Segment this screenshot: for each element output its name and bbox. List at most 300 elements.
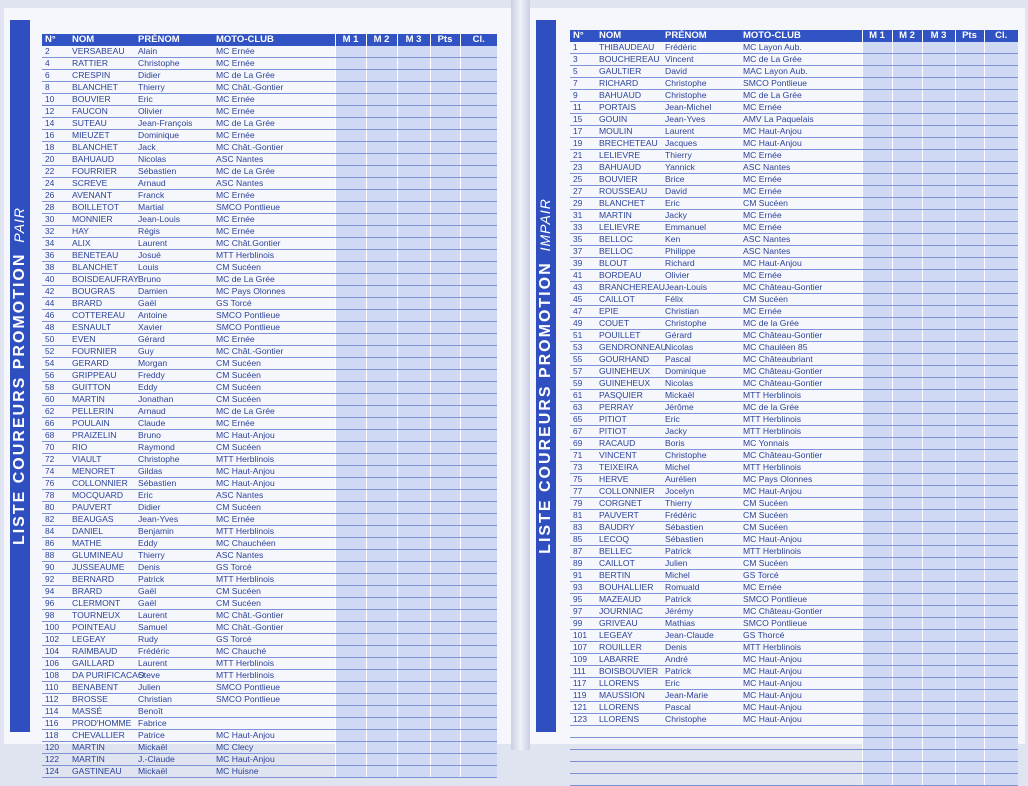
score-m3-cell (922, 462, 955, 474)
score-m3-cell (397, 82, 430, 94)
score-pts-cell (430, 250, 460, 262)
rider-row (570, 714, 1018, 726)
rider-row (570, 558, 1018, 570)
score-pts-cell (955, 54, 984, 66)
score-m2-cell (892, 534, 922, 546)
rider-number: 48 (42, 322, 69, 334)
score-pts-cell (955, 618, 984, 630)
score-pts-cell (430, 718, 460, 730)
rider-first-name: Patrice (135, 730, 213, 742)
rider-first-name: Jérôme (662, 402, 740, 414)
rider-last-name: BERTIN (596, 570, 662, 582)
rider-number: 7 (570, 78, 596, 90)
score-m2-cell (892, 678, 922, 690)
score-cl-cell (460, 262, 497, 274)
score-m3-cell (922, 594, 955, 606)
rider-first-name: Régis (135, 226, 213, 238)
rider-row (570, 378, 1018, 390)
rider-last-name: ESNAULT (69, 322, 135, 334)
rider-first-name: Gaël (135, 298, 213, 310)
score-m2-cell (892, 438, 922, 450)
score-m2-cell (892, 246, 922, 258)
rider-row (42, 706, 497, 718)
rider-row (42, 646, 497, 658)
score-m1-cell (862, 582, 892, 594)
score-m1-cell (862, 270, 892, 282)
rider-last-name: ALIX (69, 238, 135, 250)
rider-number: 21 (570, 150, 596, 162)
rider-row (42, 346, 497, 358)
score-m2-cell (366, 622, 397, 634)
rider-number: 77 (570, 486, 596, 498)
rider-number: 50 (42, 334, 69, 346)
score-m2-cell (366, 118, 397, 130)
score-m2-cell (366, 574, 397, 586)
score-cl-cell (984, 258, 1018, 270)
rider-last-name: MIEUZET (69, 130, 135, 142)
score-pts-cell (955, 762, 984, 774)
score-m2-cell (366, 82, 397, 94)
rider-last-name (596, 774, 662, 786)
rider-last-name: AVENANT (69, 190, 135, 202)
rider-row (570, 330, 1018, 342)
score-cl-cell (984, 438, 1018, 450)
score-pts-cell (955, 666, 984, 678)
score-cl-cell (984, 762, 1018, 774)
rider-first-name: Jean-François (135, 118, 213, 130)
rider-club: MC Haut-Anjou (213, 466, 335, 478)
header-cl: Cl. (984, 30, 1018, 42)
rider-first-name: Benjamin (135, 526, 213, 538)
score-m1-cell (335, 382, 366, 394)
score-m1-cell (862, 198, 892, 210)
score-cl-cell (984, 198, 1018, 210)
rider-row (570, 486, 1018, 498)
rider-first-name (662, 738, 740, 750)
rider-row (570, 666, 1018, 678)
header-nom: NOM (69, 34, 135, 46)
score-m3-cell (397, 226, 430, 238)
score-pts-cell (955, 294, 984, 306)
rider-row (42, 238, 497, 250)
score-m2-cell (892, 222, 922, 234)
rider-row (570, 654, 1018, 666)
score-m1-cell (335, 418, 366, 430)
rider-last-name: PORTAIS (596, 102, 662, 114)
score-cl-cell (984, 234, 1018, 246)
rider-first-name: Mickaël (135, 766, 213, 778)
score-cl-cell (460, 478, 497, 490)
header-prenom: PRÉNOM (662, 30, 740, 42)
rider-last-name: FOURNIER (69, 346, 135, 358)
score-m1-cell (335, 118, 366, 130)
score-pts-cell (955, 222, 984, 234)
score-pts-cell (955, 462, 984, 474)
rider-club: MC Ernée (740, 222, 862, 234)
rider-number: 71 (570, 450, 596, 462)
rider-first-name: Gaël (135, 598, 213, 610)
rider-row (42, 442, 497, 454)
rider-first-name: Steve (135, 670, 213, 682)
rider-row (570, 234, 1018, 246)
score-m1-cell (862, 174, 892, 186)
rider-row (42, 118, 497, 130)
score-m1-cell (335, 142, 366, 154)
score-m2-cell (892, 126, 922, 138)
score-pts-cell (955, 474, 984, 486)
score-m2-cell (892, 234, 922, 246)
rider-club: MC de la Grée (740, 318, 862, 330)
rider-row (570, 414, 1018, 426)
rider-number: 98 (42, 610, 69, 622)
score-m3-cell (397, 502, 430, 514)
score-pts-cell (430, 646, 460, 658)
score-m2-cell (892, 594, 922, 606)
score-cl-cell (984, 630, 1018, 642)
score-m3-cell (397, 58, 430, 70)
score-pts-cell (430, 706, 460, 718)
rider-last-name: JUSSEAUME (69, 562, 135, 574)
rider-number: 49 (570, 318, 596, 330)
score-pts-cell (430, 622, 460, 634)
rider-row (570, 198, 1018, 210)
rider-number: 43 (570, 282, 596, 294)
score-pts-cell (955, 354, 984, 366)
score-m1-cell (862, 282, 892, 294)
rider-club: CM Sucéen (213, 262, 335, 274)
rider-last-name: JOURNIAC (596, 606, 662, 618)
rider-club: CM Sucéen (740, 510, 862, 522)
score-m3-cell (397, 718, 430, 730)
score-m2-cell (892, 486, 922, 498)
score-m2-cell (892, 462, 922, 474)
score-m3-cell (397, 490, 430, 502)
rider-last-name: MONNIER (69, 214, 135, 226)
rider-last-name: MATHE (69, 538, 135, 550)
rider-number: 34 (42, 238, 69, 250)
rider-number: 96 (42, 598, 69, 610)
score-m2-cell (366, 382, 397, 394)
rider-number: 23 (570, 162, 596, 174)
score-m1-cell (335, 442, 366, 454)
score-cl-cell (984, 378, 1018, 390)
rider-club: MTT Herblinois (740, 414, 862, 426)
rider-number: 87 (570, 546, 596, 558)
score-m3-cell (397, 70, 430, 82)
right-title-band (536, 20, 556, 732)
score-pts-cell (955, 138, 984, 150)
rider-last-name: GERARD (69, 358, 135, 370)
score-cl-cell (460, 214, 497, 226)
rider-club: MC Ernée (213, 106, 335, 118)
score-m3-cell (922, 102, 955, 114)
score-m1-cell (335, 538, 366, 550)
rider-number: 68 (42, 430, 69, 442)
rider-club: MC Haut-Anjou (740, 666, 862, 678)
rider-row (42, 94, 497, 106)
rider-club: CM Sucéen (213, 394, 335, 406)
rider-last-name (596, 738, 662, 750)
score-pts-cell (430, 346, 460, 358)
rider-row (42, 454, 497, 466)
score-m1-cell (862, 606, 892, 618)
rider-number: 106 (42, 658, 69, 670)
rider-row (42, 730, 497, 742)
score-m2-cell (366, 322, 397, 334)
score-m2-cell (366, 202, 397, 214)
score-m1-cell (335, 478, 366, 490)
rider-last-name: PELLERIN (69, 406, 135, 418)
rider-number: 108 (42, 670, 69, 682)
rider-number: 109 (570, 654, 596, 666)
rider-last-name: EPIE (596, 306, 662, 318)
rider-row (570, 66, 1018, 78)
score-m1-cell (862, 318, 892, 330)
score-pts-cell (955, 426, 984, 438)
rider-last-name: DANIEL (69, 526, 135, 538)
rider-number (570, 738, 596, 750)
score-pts-cell (430, 430, 460, 442)
rider-first-name: Jean-Yves (135, 514, 213, 526)
rider-first-name: Guy (135, 346, 213, 358)
right-header-row (570, 30, 1018, 42)
rider-number: 15 (570, 114, 596, 126)
rider-number: 81 (570, 510, 596, 522)
score-pts-cell (955, 678, 984, 690)
score-cl-cell (460, 442, 497, 454)
rider-row (42, 490, 497, 502)
rider-number: 91 (570, 570, 596, 582)
score-m2-cell (892, 558, 922, 570)
rider-row (42, 214, 497, 226)
score-cl-cell (984, 462, 1018, 474)
rider-number: 32 (42, 226, 69, 238)
score-m1-cell (862, 342, 892, 354)
rider-club: ASC Nantes (213, 550, 335, 562)
score-m2-cell (892, 582, 922, 594)
left-subtitle: PAIR (11, 206, 27, 243)
score-m2-cell (366, 454, 397, 466)
rider-first-name: Bruno (135, 274, 213, 286)
score-m2-cell (366, 286, 397, 298)
rider-number: 62 (42, 406, 69, 418)
score-pts-cell (955, 150, 984, 162)
score-m3-cell (397, 766, 430, 778)
rider-row (42, 562, 497, 574)
rider-club: MC Château-Gontier (740, 450, 862, 462)
rider-club: MC Ernée (213, 334, 335, 346)
rider-last-name: ROUILLER (596, 642, 662, 654)
rider-first-name: Sébastien (135, 166, 213, 178)
rider-first-name: J.-Claude (135, 754, 213, 766)
score-m3-cell (922, 366, 955, 378)
rider-number: 4 (42, 58, 69, 70)
rider-number: 39 (570, 258, 596, 270)
rider-club: GS Torcé (740, 570, 862, 582)
rider-first-name: Christian (135, 694, 213, 706)
rider-first-name: Thierry (135, 82, 213, 94)
rider-number: 17 (570, 126, 596, 138)
rider-number: 84 (42, 526, 69, 538)
score-m1-cell (862, 186, 892, 198)
score-pts-cell (955, 258, 984, 270)
score-pts-cell (430, 358, 460, 370)
rider-club: MC de La Grée (740, 54, 862, 66)
score-pts-cell (955, 630, 984, 642)
score-cl-cell (460, 334, 497, 346)
rider-last-name: TEIXEIRA (596, 462, 662, 474)
score-m1-cell (335, 190, 366, 202)
score-m1-cell (862, 618, 892, 630)
rider-first-name: Frédéric (662, 510, 740, 522)
rider-last-name: BORDEAU (596, 270, 662, 282)
rider-number: 18 (42, 142, 69, 154)
score-cl-cell (460, 418, 497, 430)
score-m3-cell (397, 754, 430, 766)
rider-club: MC Haut-Anjou (213, 478, 335, 490)
score-m1-cell (335, 70, 366, 82)
score-m1-cell (335, 214, 366, 226)
rider-row (570, 102, 1018, 114)
rider-club: SMCO Pontlieue (213, 202, 335, 214)
score-m2-cell (366, 562, 397, 574)
score-m3-cell (397, 274, 430, 286)
rider-number: 2 (42, 46, 69, 58)
rider-club: SMCO Pontlieue (740, 618, 862, 630)
rider-row (570, 162, 1018, 174)
rider-club: MC Chât.-Gontier (213, 622, 335, 634)
rider-first-name: Laurent (135, 238, 213, 250)
score-pts-cell (955, 90, 984, 102)
rider-row (570, 750, 1018, 762)
score-cl-cell (460, 130, 497, 142)
rider-number: 94 (42, 586, 69, 598)
score-pts-cell (430, 418, 460, 430)
rider-number (570, 762, 596, 774)
rider-last-name: BOUVIER (596, 174, 662, 186)
score-pts-cell (430, 142, 460, 154)
score-cl-cell (984, 558, 1018, 570)
rider-row (42, 130, 497, 142)
score-pts-cell (955, 690, 984, 702)
rider-last-name: BOUGRAS (69, 286, 135, 298)
rider-number: 101 (570, 630, 596, 642)
score-m1-cell (862, 594, 892, 606)
score-pts-cell (430, 694, 460, 706)
score-pts-cell (955, 282, 984, 294)
rider-number: 42 (42, 286, 69, 298)
score-cl-cell (460, 58, 497, 70)
rider-last-name: VIAULT (69, 454, 135, 466)
rider-row (42, 718, 497, 730)
score-pts-cell (955, 450, 984, 462)
score-cl-cell (460, 322, 497, 334)
rider-row (42, 694, 497, 706)
rider-row (570, 294, 1018, 306)
rider-last-name: BAHUAUD (596, 90, 662, 102)
rider-first-name: Jack (135, 142, 213, 154)
rider-first-name: Eric (662, 414, 740, 426)
rider-number: 22 (42, 166, 69, 178)
rider-last-name (596, 726, 662, 738)
rider-first-name: Xavier (135, 322, 213, 334)
score-m3-cell (397, 706, 430, 718)
score-cl-cell (984, 750, 1018, 762)
score-pts-cell (955, 510, 984, 522)
score-cl-cell (984, 162, 1018, 174)
score-pts-cell (430, 46, 460, 58)
score-m3-cell (922, 666, 955, 678)
rider-last-name: TOURNEUX (69, 610, 135, 622)
rider-number: 120 (42, 742, 69, 754)
score-m2-cell (892, 642, 922, 654)
rider-row (570, 306, 1018, 318)
score-m3-cell (922, 498, 955, 510)
rider-last-name: PAUVERT (69, 502, 135, 514)
score-m2-cell (366, 154, 397, 166)
rider-number: 102 (42, 634, 69, 646)
rider-first-name: Jacky (662, 210, 740, 222)
score-m3-cell (922, 138, 955, 150)
rider-row (570, 222, 1018, 234)
rider-last-name: LELIEVRE (596, 222, 662, 234)
rider-first-name: Antoine (135, 310, 213, 322)
score-cl-cell (984, 90, 1018, 102)
score-m3-cell (397, 94, 430, 106)
score-m1-cell (862, 90, 892, 102)
rider-row (42, 286, 497, 298)
score-cl-cell (460, 754, 497, 766)
rider-number: 58 (42, 382, 69, 394)
rider-club: CM Sucéen (213, 382, 335, 394)
score-m3-cell (397, 394, 430, 406)
rider-first-name: Vincent (662, 54, 740, 66)
rider-number (570, 774, 596, 786)
rider-club: MC Clecy (213, 742, 335, 754)
score-m3-cell (397, 178, 430, 190)
score-m3-cell (397, 46, 430, 58)
rider-first-name: Eddy (135, 382, 213, 394)
score-cl-cell (460, 250, 497, 262)
score-m1-cell (862, 654, 892, 666)
rider-last-name: SCREVE (69, 178, 135, 190)
rider-number: 67 (570, 426, 596, 438)
rider-row (570, 42, 1018, 54)
rider-club: MC Château-Gontier (740, 366, 862, 378)
rider-club: MC Ernée (740, 174, 862, 186)
score-m3-cell (922, 510, 955, 522)
rider-row (42, 250, 497, 262)
score-cl-cell (460, 706, 497, 718)
score-m2-cell (366, 502, 397, 514)
score-m3-cell (922, 714, 955, 726)
rider-first-name: Martial (135, 202, 213, 214)
header-pts: Pts (955, 30, 984, 42)
score-m3-cell (922, 570, 955, 582)
rider-row (570, 114, 1018, 126)
rider-club: MC Huisne (213, 766, 335, 778)
score-m2-cell (366, 670, 397, 682)
rider-first-name: Christian (662, 306, 740, 318)
score-m2-cell (366, 430, 397, 442)
rider-last-name: BENETEAU (69, 250, 135, 262)
rider-number: 99 (570, 618, 596, 630)
rider-row (570, 174, 1018, 186)
rider-first-name: Didier (135, 70, 213, 82)
score-m1-cell (335, 346, 366, 358)
rider-row (570, 462, 1018, 474)
rider-last-name: LLORENS (596, 702, 662, 714)
